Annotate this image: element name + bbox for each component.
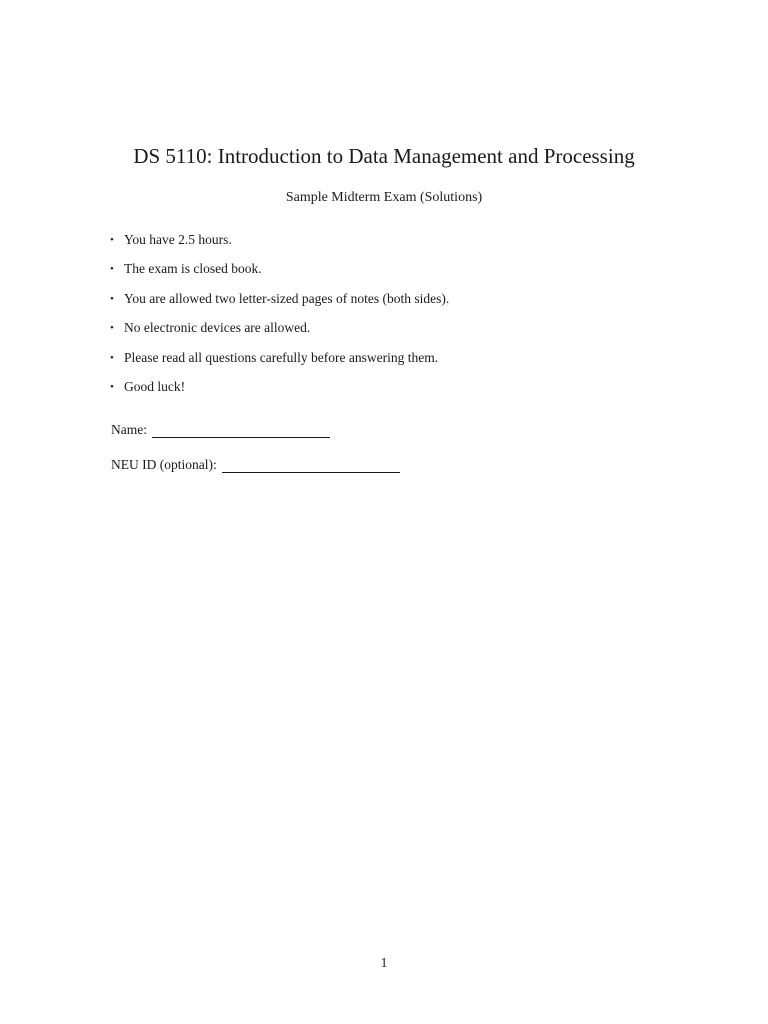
instruction-text: You are allowed two letter-sized pages of notes (both sides). — [124, 290, 450, 306]
instruction-item — [110, 289, 449, 318]
instruction-text: Please read all questions carefully before answering them. — [124, 349, 439, 365]
bullet-icon: • — [110, 351, 114, 364]
name-field — [111, 420, 330, 440]
instruction-text: Good luck! — [124, 378, 186, 394]
instruction-item — [110, 377, 449, 406]
neu-id-field — [111, 455, 400, 475]
instructions-list — [110, 230, 449, 406]
neu-id-blank-line[interactable] — [222, 458, 400, 473]
page-number: 1 — [380, 955, 388, 970]
instruction-item — [110, 259, 449, 288]
instruction-text: The exam is closed book. — [124, 261, 262, 277]
exam-subtitle: Sample Midterm Exam (Solutions) — [285, 190, 483, 205]
neu-id-label: NEU ID (optional): — [111, 457, 217, 472]
bullet-icon: • — [110, 380, 114, 393]
bullet-icon: • — [110, 234, 114, 246]
name-label: Name: — [111, 422, 147, 437]
instruction-text: You have 2.5 hours. — [124, 232, 232, 247]
instruction-item — [110, 348, 449, 377]
bullet-icon: • — [110, 292, 114, 305]
instruction-item — [110, 230, 449, 259]
bullet-icon: • — [110, 263, 114, 276]
instruction-text: No electronic devices are allowed. — [124, 320, 311, 336]
bullet-icon: • — [110, 322, 114, 335]
instruction-item — [110, 318, 449, 347]
name-blank-line[interactable] — [152, 423, 330, 438]
exam-title: DS 5110: Introduction to Data Management and Processing — [133, 144, 635, 168]
